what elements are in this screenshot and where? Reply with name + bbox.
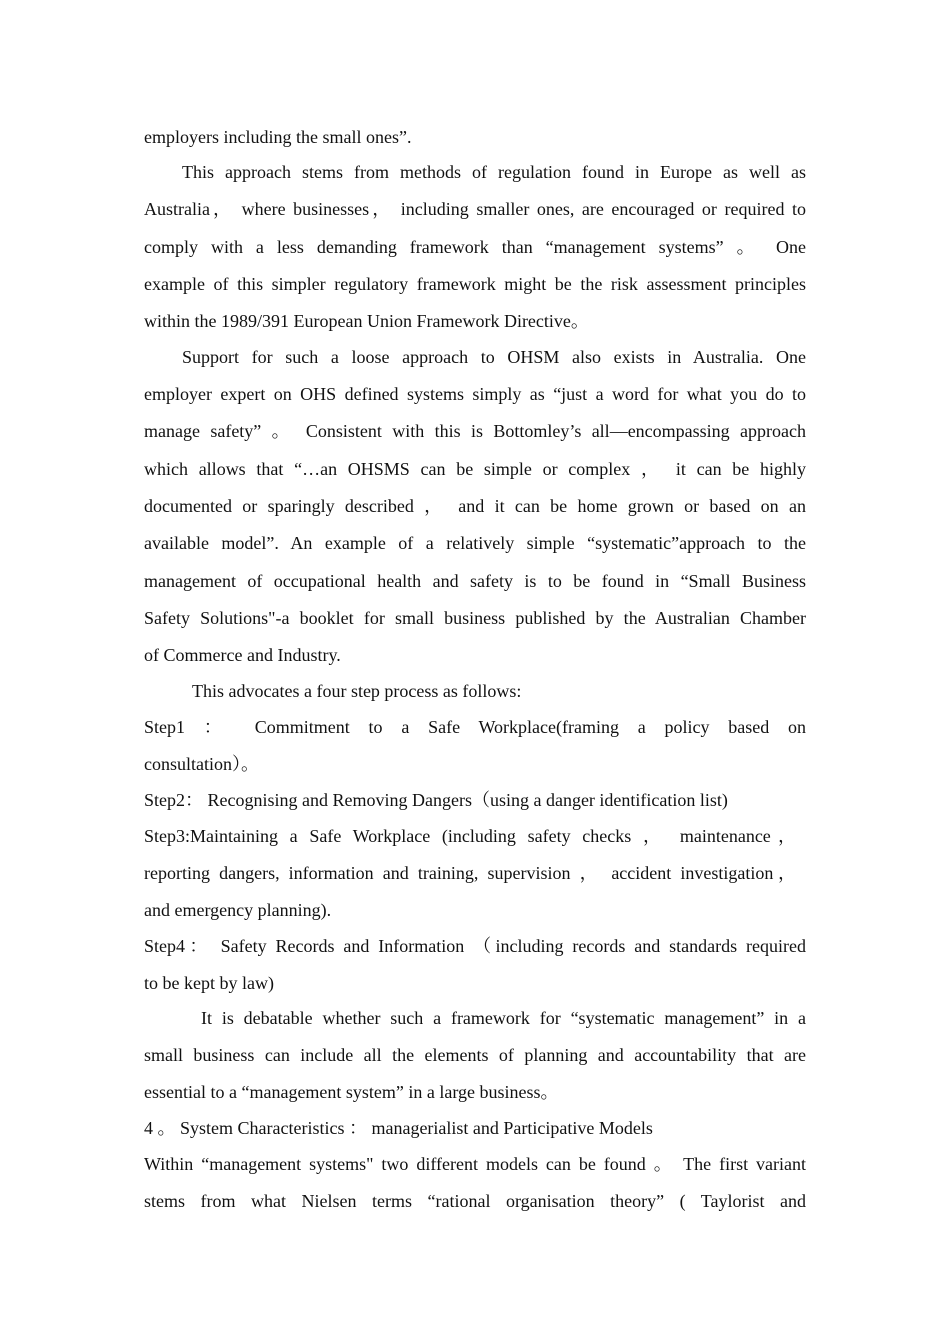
text-line: Safety Solutions"-a booklet for small business published by the Australian Chamber [144, 608, 806, 628]
text-line: employers including the small ones”. [144, 127, 412, 147]
text-line: Step1 ： Commitment to a Safe Workplace(framing a policy based on [144, 717, 806, 737]
text-line: which allows that “…an OHSMS can be simple or complex ， it can be highly [144, 459, 806, 479]
text-line: of Commerce and Industry. [144, 645, 341, 665]
text-line: comply with a less demanding framework than “management systems” 。 One [144, 237, 806, 257]
text-line: employer expert on OHS defined systems simply as “just a word for what you do to [144, 384, 806, 404]
text-line: to be kept by law) [144, 973, 274, 993]
text-line: management of occupational health and safety is to be found in “Small Business [144, 571, 806, 591]
text-line: documented or sparingly described ， and it can be home grown or based on an [144, 496, 806, 516]
text-line: Within “management systems" two different models can be found 。 The first variant [144, 1154, 806, 1174]
text-line: manage safety” 。 Consistent with this is Bottomley’s all—encompassing approach [144, 421, 806, 441]
text-line: Step2： Recognising and Removing Dangers（using a danger identification list) [144, 790, 728, 810]
text-line: Support for such a loose approach to OHSM also exists in Australia. One [182, 347, 806, 367]
text-line: essential to a “management system” in a large business。 [144, 1082, 559, 1102]
text-line: Step3:Maintaining a Safe Workplace (including safety checks ， maintenance， [144, 826, 796, 846]
text-line: stems from what Nielsen terms “rational organisation theory” ( Taylorist and [144, 1191, 806, 1211]
text-line: small business can include all the elements of planning and accountability that are [144, 1045, 806, 1065]
text-line: Australia， where businesses， including smaller ones, are encouraged or required to [144, 199, 806, 219]
text-line: It is debatable whether such a framework for “systematic management” in a [201, 1008, 806, 1028]
text-line: This approach stems from methods of regulation found in Europe as well as [182, 162, 806, 182]
text-line: within the 1989/391 European Union Framework Directive。 [144, 311, 589, 331]
section-heading: 4 。 System Characteristics ： managerialist and Participative Models [144, 1118, 653, 1138]
text-line: available model”. An example of a relatively simple “systematic”approach to the [144, 533, 806, 553]
text-line: This advocates a four step process as follows: [192, 681, 522, 701]
text-line: reporting dangers, information and training, supervision ， accident investigation， [144, 863, 796, 883]
text-line: and emergency planning). [144, 900, 332, 920]
text-line: Step4： Safety Records and Information （including records and standards required [144, 936, 806, 956]
text-line: consultation）。 [144, 754, 259, 774]
text-line: example of this simpler regulatory framework might be the risk assessment principles [144, 274, 806, 294]
